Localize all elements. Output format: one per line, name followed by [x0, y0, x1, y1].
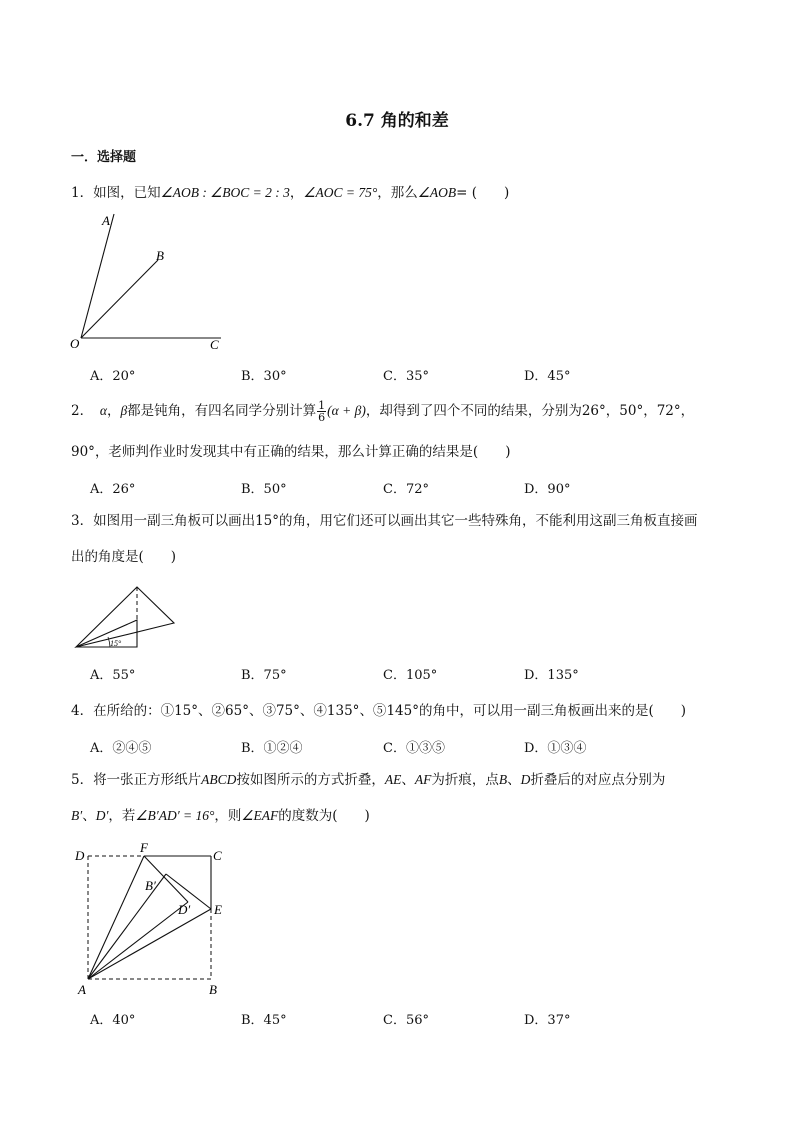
crease-ae: [88, 909, 211, 979]
q4-option-c[interactable]: C．①③⑤: [383, 741, 445, 756]
q4-sep-3: 、④: [299, 703, 327, 719]
angle-label: 15°: [110, 639, 122, 648]
triangle-30-60: [76, 620, 137, 647]
q1-text-c: = ( ): [456, 185, 510, 201]
q4-option-a[interactable]: A．②④⑤: [90, 741, 152, 756]
ray-oa: [81, 214, 114, 338]
q5-text-f: ，则: [214, 808, 242, 824]
label-d: D: [75, 848, 85, 863]
q2-text-a: 2．: [71, 403, 100, 419]
q5-b: B: [498, 772, 508, 787]
q4-sep-1: 、②: [198, 703, 226, 719]
q2-option-d[interactable]: D．90°: [524, 482, 571, 497]
label-f: F: [140, 840, 148, 855]
q5-option-c[interactable]: C．56°: [383, 1013, 429, 1028]
label-o: O: [70, 336, 80, 351]
question-3-line-1: [71, 509, 698, 529]
q1-figure: [66, 210, 231, 355]
q5-d: D: [520, 772, 531, 787]
label-c: C: [210, 337, 219, 352]
q3-text-a: 3．如图用一副三角板可以画出: [71, 513, 256, 529]
q3-option-d[interactable]: D．135°: [524, 668, 579, 683]
q5-sep-1: 、: [401, 772, 415, 788]
q5-text-c: 为折痕，点: [431, 772, 499, 788]
q4-value-1: 15°: [174, 703, 199, 719]
q1-option-d[interactable]: D．45°: [524, 369, 571, 384]
q1-text-a: 1．如图，已知: [71, 185, 161, 201]
q1-sep: ，: [289, 185, 304, 201]
q2-frac-numerator: 1: [318, 399, 326, 412]
q5-text-b: 按如图所示的方式折叠，: [236, 772, 385, 788]
q5-abcd: ABCD: [201, 772, 237, 787]
q4-option-d[interactable]: D．①③④: [524, 741, 587, 756]
q4-option-b[interactable]: B．①②④: [241, 741, 303, 756]
crease-af: [88, 856, 144, 979]
q2-fraction: [317, 400, 326, 423]
question-1-text: [71, 181, 509, 201]
q4-sep-4: 、⑤: [359, 703, 387, 719]
label-e: E: [214, 902, 222, 917]
q2-frac-denominator: 6: [318, 411, 326, 424]
question-4-text: [71, 699, 686, 719]
question-2-line-1: 2． α，β都是钝角，有四名同学分别计算 $\frac{1}{6}$ (α + β)，却得到了四个不同的结果，分别为26°，50°，72°，: [71, 399, 695, 424]
question-3-line-2: 出的角度是( ): [71, 549, 177, 565]
q2-alpha: α: [99, 403, 107, 418]
label-b: B: [209, 982, 217, 997]
q2-sep: ，: [106, 403, 121, 419]
q2-value-4: 90°: [71, 444, 95, 460]
question-5-line-1: [71, 768, 665, 788]
q5-bprime: B′: [71, 808, 83, 823]
question-2-line-2: [71, 440, 510, 460]
q4-text-b: 的角中，可以用一副三角板画出来的是( ): [418, 703, 687, 719]
q4-value-3: 75°: [275, 703, 300, 719]
q1-option-a[interactable]: A．20°: [90, 369, 136, 384]
label-c: C: [213, 848, 222, 863]
q1-ratio: ∠AOB : ∠BOC = 2 : 3: [160, 185, 290, 200]
q3-value: 15°: [255, 513, 280, 529]
q5-sep-3: 、: [82, 808, 96, 824]
segment-ad-prime: [88, 902, 191, 979]
label-d-prime: D′: [178, 902, 191, 917]
q1-text-b: ，那么: [377, 185, 418, 201]
q4-value-5: 145°: [386, 703, 419, 719]
q1-angle-aob: ∠AOB: [417, 185, 457, 200]
q5-sep-2: 、: [507, 772, 521, 788]
q4-text-a: 4．在所给的：①: [71, 703, 175, 719]
q5-ae: AE: [384, 772, 402, 787]
q5-dprime: D′: [95, 808, 109, 823]
question-5-line-2: [71, 804, 370, 824]
ray-ob: [81, 260, 158, 338]
triangle-45: [76, 587, 174, 647]
q4-value-2: 65°: [225, 703, 249, 719]
q1-angle-aoc: ∠AOC = 75°: [303, 185, 378, 200]
q4-value-4: 135°: [326, 703, 360, 719]
q3-option-b[interactable]: B．75°: [241, 668, 287, 683]
q4-sep-2: 、③: [248, 703, 276, 719]
q1-option-b[interactable]: B．30°: [241, 369, 287, 384]
q2-option-b[interactable]: B．50°: [241, 482, 287, 497]
q5-text-g: 的度数为( ): [278, 808, 370, 824]
q2-text-c: ，却得到了四个不同的结果，分别为: [365, 403, 582, 419]
label-b-prime: B′: [145, 878, 156, 893]
q5-angle: ∠B′AD′ = 16°: [135, 808, 215, 823]
q3-option-a[interactable]: A．55°: [90, 668, 136, 683]
q5-text-a: 5．将一张正方形纸片: [71, 772, 202, 788]
q2-beta: β: [120, 403, 128, 418]
q2-frac-tail: (α + β): [327, 403, 366, 418]
page-title: 6.7 角的和差: [345, 111, 449, 131]
q2-option-a[interactable]: A．26°: [90, 482, 136, 497]
q5-text-e: ，若: [108, 808, 136, 824]
q5-option-b[interactable]: B．45°: [241, 1013, 287, 1028]
q2-text-d: ，老师判作业时发现其中有正确的结果，那么计算正确的结果是( ): [94, 444, 511, 460]
q2-text-b: 都是钝角，有四名同学分别计算: [127, 403, 317, 419]
q3-figure: [70, 580, 180, 652]
q5-eaf: ∠EAF: [241, 808, 279, 823]
q2-value-2: 50°: [619, 403, 644, 419]
label-a: A: [78, 982, 86, 997]
label-a: A: [102, 213, 110, 228]
label-b: B: [156, 248, 164, 263]
q5-figure: [70, 838, 235, 998]
q2-value-1: 26°: [581, 403, 606, 419]
q5-af: AF: [414, 772, 432, 787]
q1-option-c[interactable]: C．35°: [383, 369, 429, 384]
q3-option-c[interactable]: C．105°: [383, 668, 438, 683]
q5-option-a[interactable]: A．40°: [90, 1013, 136, 1028]
q5-option-d[interactable]: D．37°: [524, 1013, 571, 1028]
q3-text-b: 的角，用它们还可以画出其它一些特殊角，不能利用这副三角板直接画: [279, 513, 698, 529]
q2-option-c[interactable]: C．72°: [383, 482, 429, 497]
section-heading: 一．选择题: [71, 150, 137, 165]
q2-value-3: 72°: [656, 403, 681, 419]
q5-text-d: 折叠后的对应点分别为: [530, 772, 666, 788]
